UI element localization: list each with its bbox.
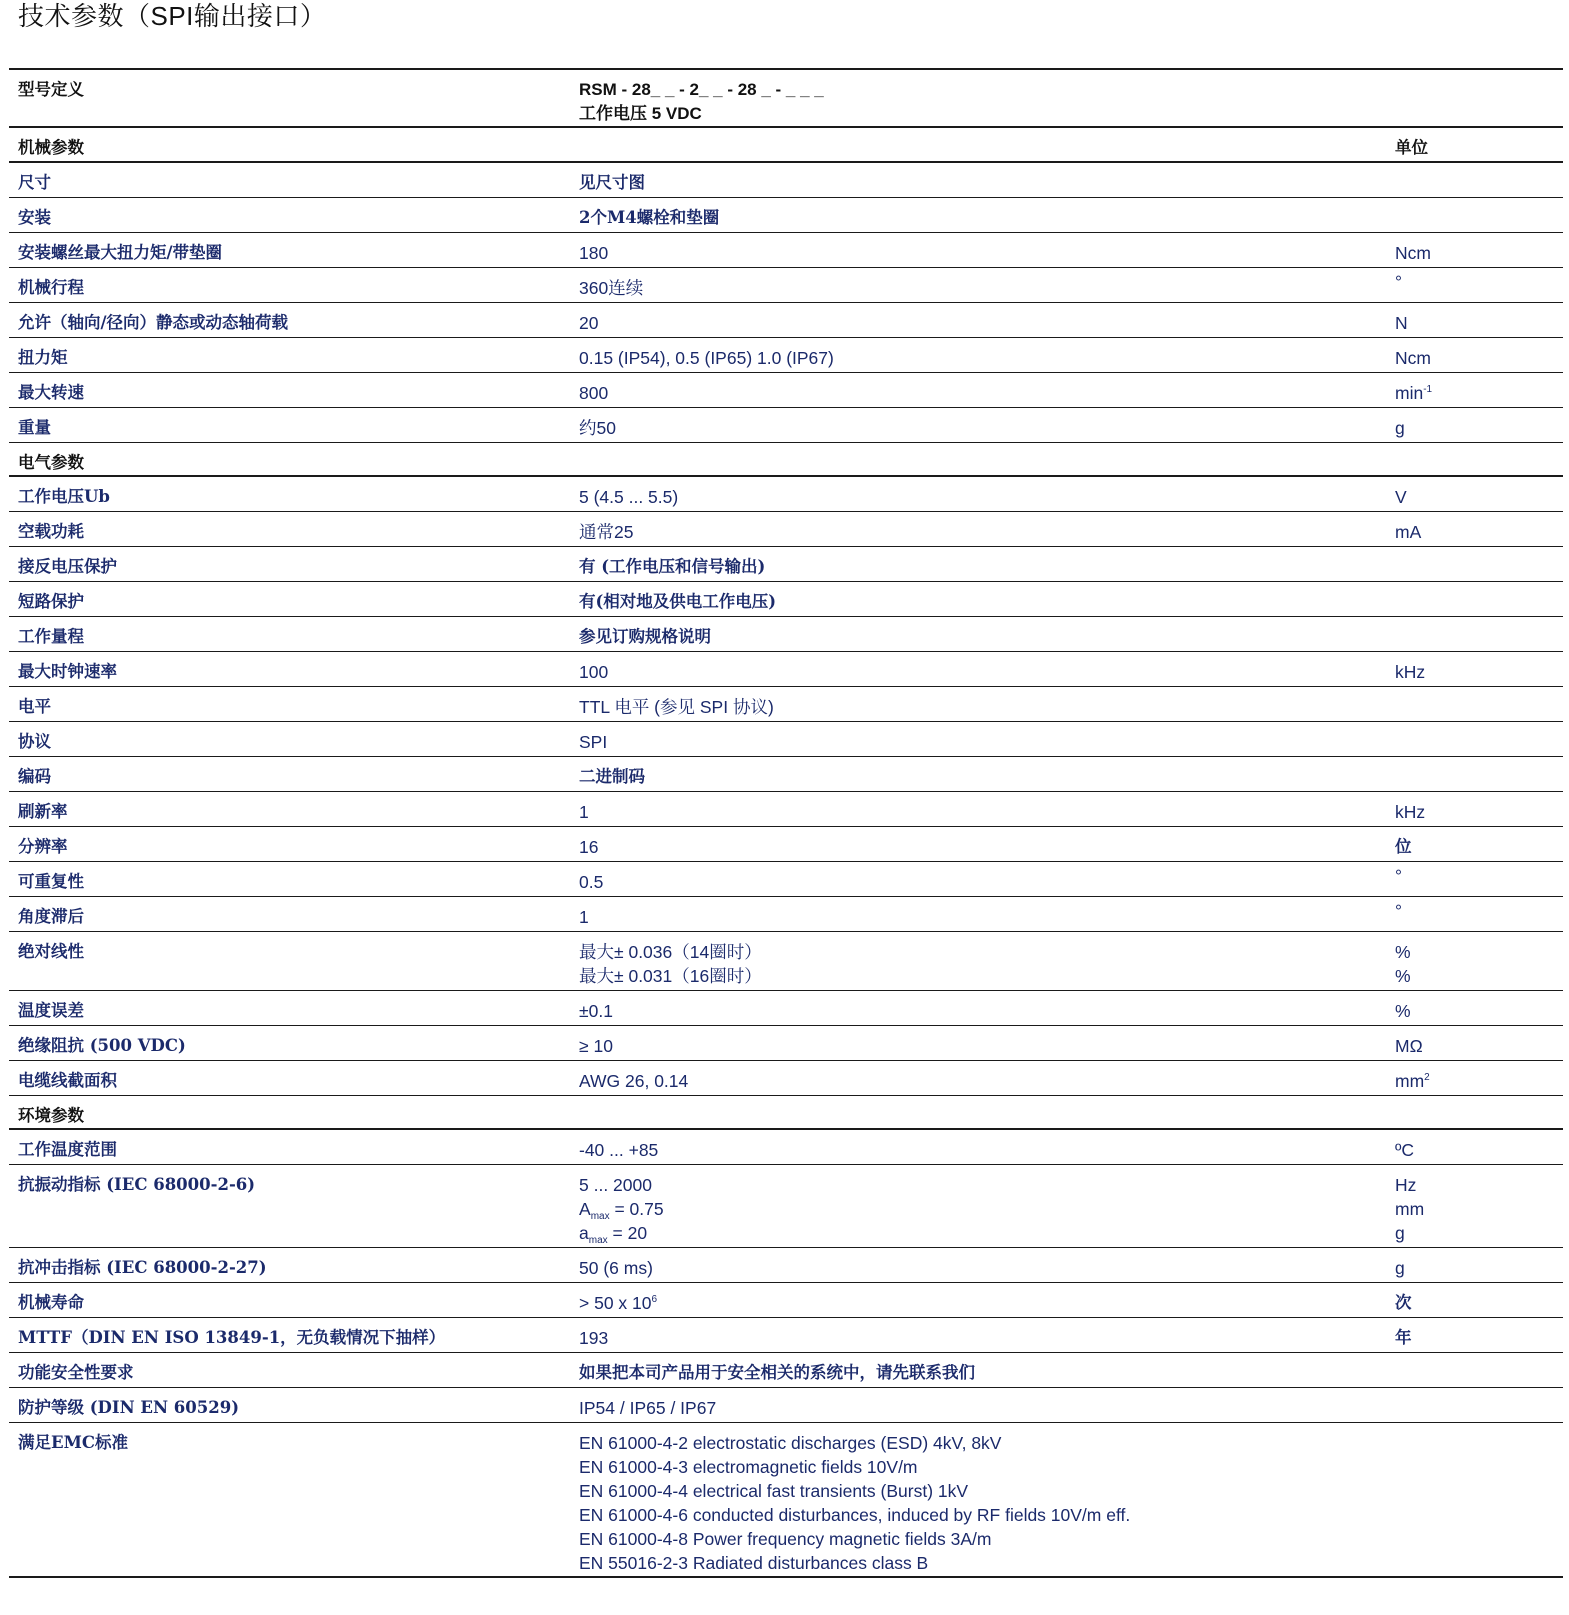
row-label: 扭力矩 (18, 348, 68, 367)
section-header (9, 128, 1563, 163)
row-unit: Ncm (1395, 348, 1431, 368)
row-label: 抗冲击指标 (IEC 68000-2-27) (18, 1258, 267, 1277)
table-row (9, 408, 1563, 443)
row-unit: g (1395, 418, 1405, 438)
row-label: 短路保护 (18, 592, 84, 611)
unit-column-header: 单位 (1395, 138, 1428, 157)
row-unit: kHz (1395, 662, 1426, 682)
row-value: 0.15 (IP54), 0.5 (IP65) 1.0 (IP67) (579, 348, 834, 368)
row-value: TTL 电平 (参见 SPI 协议) (579, 697, 774, 717)
section-header (9, 443, 1563, 477)
unit-line: % (1395, 966, 1411, 986)
row-label: 绝对线性 (18, 942, 84, 961)
row-value: 参见订购规格说明 (579, 627, 711, 646)
symbol-value: = 20 (607, 1223, 648, 1243)
table-row (9, 1248, 1563, 1283)
table-row (9, 827, 1563, 862)
row-value: 二进制码 (579, 767, 645, 786)
row-label: 允许（轴向/径向）静态或动态轴荷载 (18, 313, 289, 332)
row-value: 2个M4螺栓和垫圈 (579, 208, 720, 227)
table-row (9, 198, 1563, 233)
table-row (9, 582, 1563, 617)
table-row (9, 897, 1563, 932)
row-label: 抗振动指标 (IEC 68000-2-6) (18, 1175, 256, 1194)
row-label: 重量 (18, 418, 51, 437)
emc-standards-list (579, 1431, 1130, 1575)
table-row (9, 477, 1563, 512)
row-unit (1395, 1069, 1430, 1093)
emc-standard: EN 55016-2-3 Radiated disturbances class B (579, 1553, 929, 1573)
row-unit: ° (1395, 272, 1402, 292)
table-row (9, 1061, 1563, 1096)
value-base: > 50 x 10 (579, 1293, 652, 1313)
table-row (9, 338, 1563, 373)
unit-line: g (1395, 1223, 1405, 1243)
symbol-value: = 0.75 (609, 1199, 664, 1219)
vibration-amplitude (579, 1197, 664, 1221)
table-row (9, 1423, 1563, 1578)
table-row (9, 687, 1563, 722)
table-row (9, 932, 1563, 991)
row-label: 分辨率 (18, 837, 68, 856)
table-row (9, 1318, 1563, 1353)
row-label: 温度误差 (18, 1001, 84, 1020)
row-label: 可重复性 (18, 872, 84, 891)
table-row (9, 991, 1563, 1026)
row-value: ±0.1 (579, 1001, 613, 1021)
table-row (9, 617, 1563, 652)
table-row (9, 163, 1563, 198)
table-row (9, 862, 1563, 897)
row-label: 安装螺丝最大扭力矩/带垫圈 (18, 243, 223, 262)
row-label: 绝缘阻抗 (500 VDC) (18, 1036, 186, 1055)
row-value: -40 ... +85 (579, 1140, 659, 1160)
row-label: 安装 (18, 208, 51, 227)
vibration-acceleration (579, 1221, 664, 1245)
row-label: 接反电压保护 (18, 557, 117, 576)
row-value: 0.5 (579, 872, 604, 892)
row-unit: mA (1395, 522, 1422, 542)
row-label: 最大转速 (18, 383, 84, 402)
row-value: 有 (工作电压和信号输出) (579, 557, 766, 576)
row-value: 5 (4.5 ... 5.5) (579, 487, 679, 507)
row-unit (1395, 940, 1411, 988)
emc-standard: EN 61000-4-8 Power frequency magnetic fields 3A/m (579, 1529, 992, 1549)
table-row (9, 1026, 1563, 1061)
row-unit: 位 (1395, 837, 1412, 856)
unit-base: mm (1395, 1071, 1425, 1091)
row-value: 通常25 (579, 522, 634, 542)
row-value: 1 (579, 907, 589, 927)
row-unit: g (1395, 1258, 1405, 1278)
table-row (9, 547, 1563, 582)
row-value: 360连续 (579, 278, 644, 298)
emc-standard: EN 61000-4-4 electrical fast transients (Burst) 1kV (579, 1481, 969, 1501)
row-value: 见尺寸图 (579, 173, 645, 192)
row-label: 工作电压Ub (18, 487, 110, 506)
row-unit: 年 (1395, 1328, 1412, 1347)
linearity-14: 最大± 0.036（14圈时） (579, 942, 762, 962)
value-exponent: 6 (651, 1294, 658, 1305)
model-label: 型号定义 (18, 80, 84, 99)
section-header (9, 1096, 1563, 1130)
row-label: 角度滞后 (18, 907, 84, 926)
row-value: 1 (579, 802, 589, 822)
row-label: 电平 (18, 697, 51, 716)
row-label: 空载功耗 (18, 522, 84, 541)
spec-table (9, 68, 1563, 1578)
table-row (9, 757, 1563, 792)
symbol-subscript: max (590, 1211, 610, 1222)
unit-line: mm (1395, 1199, 1425, 1219)
row-unit: 次 (1395, 1293, 1412, 1312)
linearity-16: 最大± 0.031（16圈时） (579, 966, 762, 986)
symbol-base: A (579, 1199, 591, 1219)
row-value: 20 (579, 313, 599, 333)
row-label: 防护等级 (DIN EN 60529) (18, 1398, 240, 1417)
row-label: 机械行程 (18, 278, 84, 297)
emc-standard: EN 61000-4-2 electrostatic discharges (ESD) 4kV, 8kV (579, 1433, 1002, 1453)
row-label: 功能安全性要求 (18, 1363, 134, 1382)
row-label: 协议 (18, 732, 51, 751)
table-row (9, 1388, 1563, 1423)
table-row (9, 1353, 1563, 1388)
model-value (579, 78, 824, 126)
row-label: 满足EMC标准 (18, 1433, 128, 1452)
row-unit: Ncm (1395, 243, 1431, 263)
row-value: ≥ 10 (579, 1036, 613, 1056)
row-value: AWG 26, 0.14 (579, 1071, 689, 1091)
row-label: 电缆线截面积 (18, 1071, 117, 1090)
row-label: 尺寸 (18, 173, 51, 192)
row-unit (1395, 381, 1432, 405)
row-value: 约50 (579, 418, 616, 438)
section-mechanical: 机械参数 (18, 138, 84, 157)
row-value (579, 940, 762, 988)
row-value: 800 (579, 383, 609, 403)
row-label: MTTF（DIN EN ISO 13849-1，无负载情况下抽样） (18, 1328, 446, 1347)
row-value: 50 (6 ms) (579, 1258, 653, 1278)
row-unit: N (1395, 313, 1408, 333)
table-row (9, 373, 1563, 408)
model-code: RSM - 28_ _ - 2_ _ - 28 _ - _ _ _ (579, 80, 824, 99)
row-label: 编码 (18, 767, 51, 786)
row-value: IP54 / IP65 / IP67 (579, 1398, 717, 1418)
section-electrical: 电气参数 (18, 453, 84, 472)
row-unit: V (1395, 487, 1407, 507)
table-row (9, 1130, 1563, 1165)
table-row (9, 303, 1563, 338)
unit-exponent: -1 (1423, 384, 1433, 395)
table-row (9, 233, 1563, 268)
table-row (9, 652, 1563, 687)
row-unit: ºC (1395, 1140, 1415, 1160)
row-value: 有(相对地及供电工作电压) (579, 592, 777, 611)
row-unit: ° (1395, 901, 1402, 921)
row-unit: % (1395, 1001, 1411, 1021)
row-label: 工作温度范围 (18, 1140, 117, 1159)
row-value: 100 (579, 662, 609, 682)
table-row (9, 268, 1563, 303)
row-value: SPI (579, 732, 608, 752)
row-label: 工作量程 (18, 627, 84, 646)
table-row (9, 512, 1563, 547)
model-voltage: 工作电压 5 VDC (579, 104, 702, 123)
table-row (9, 1165, 1563, 1248)
row-unit: ° (1395, 866, 1402, 886)
table-row (9, 1283, 1563, 1318)
symbol-base: a (579, 1223, 589, 1243)
model-row (9, 70, 1563, 128)
row-unit: MΩ (1395, 1036, 1423, 1056)
row-value: 如果把本司产品用于安全相关的系统中，请先联系我们 (579, 1363, 975, 1382)
row-label: 刷新率 (18, 802, 68, 821)
emc-standard: EN 61000-4-3 electromagnetic fields 10V/m (579, 1457, 918, 1477)
table-row (9, 792, 1563, 827)
row-label: 机械寿命 (18, 1293, 84, 1312)
vibration-frequency: 5 ... 2000 (579, 1175, 652, 1195)
unit-base: min (1395, 383, 1424, 403)
unit-exponent: 2 (1424, 1072, 1430, 1083)
row-unit: kHz (1395, 802, 1426, 822)
page-title: 技术参数（SPI输出接口） (18, 1, 327, 31)
row-label: 最大时钟速率 (18, 662, 117, 681)
table-row (9, 722, 1563, 757)
symbol-subscript: max (588, 1235, 608, 1246)
unit-line: % (1395, 942, 1411, 962)
row-value (579, 1291, 657, 1315)
section-environmental: 环境参数 (18, 1106, 84, 1125)
row-value: 193 (579, 1328, 609, 1348)
row-value: 16 (579, 837, 599, 857)
row-value: 180 (579, 243, 609, 263)
emc-standard: EN 61000-4-6 conducted disturbances, induced by RF fields 10V/m eff. (579, 1505, 1131, 1525)
row-unit (1395, 1173, 1424, 1245)
row-value (579, 1173, 664, 1245)
unit-line: Hz (1395, 1175, 1417, 1195)
